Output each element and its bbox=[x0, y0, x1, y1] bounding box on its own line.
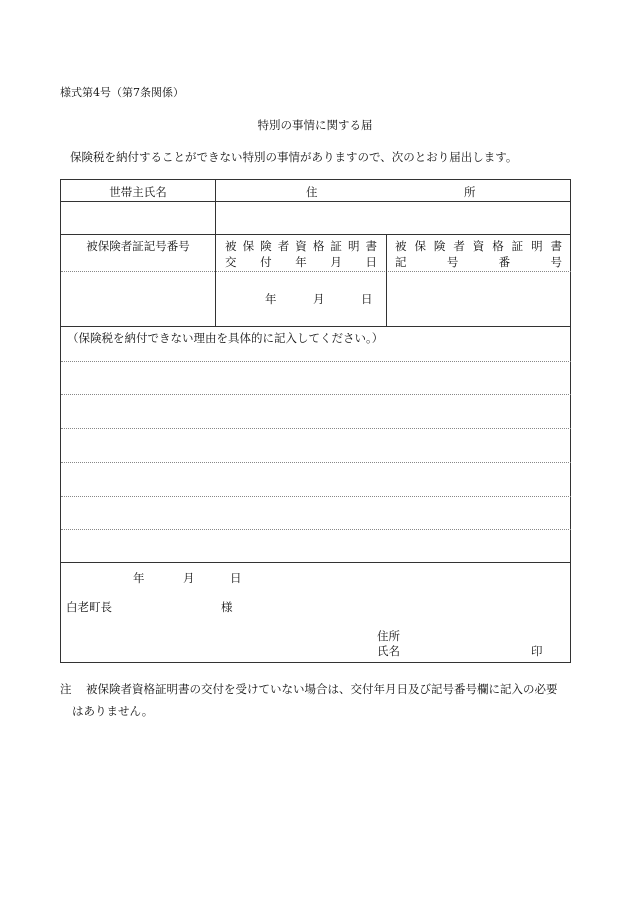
reason-instruction: （保険税を納付できない理由を具体的に記入してください。） bbox=[67, 331, 384, 345]
issue-date-day: 日 bbox=[361, 292, 373, 306]
rule bbox=[61, 234, 571, 235]
cert-number-label-line1: 被 保 険 者 資 格 証 明 書 bbox=[395, 239, 562, 253]
form-table bbox=[60, 179, 571, 663]
note-line-1: 被保険者資格証明書の交付を受けていない場合は、交付年月日及び記号番号欄に記入の必要 bbox=[86, 682, 558, 696]
cert-number-field[interactable] bbox=[387, 272, 571, 326]
form-number: 様式第4号（第7条関係） bbox=[60, 86, 184, 99]
submit-date-year: 年 bbox=[133, 571, 145, 585]
cert-issue-label-line2: 交 付 年 月 日 bbox=[225, 255, 377, 269]
head-name-field[interactable] bbox=[61, 202, 215, 234]
document-title: 特別の事情に関する届 bbox=[257, 118, 373, 132]
seal-mark: 印 bbox=[531, 644, 543, 658]
head-name-label: 世帯主氏名 bbox=[109, 185, 167, 199]
issue-date-month: 月 bbox=[313, 292, 325, 306]
cert-issue-label-line1: 被 保 険 者 資 格 証 明 書 bbox=[225, 239, 377, 253]
intro-text: 保険税を納付することができない特別の事情がありますので、次のとおり届出します。 bbox=[70, 150, 518, 164]
name-label: 氏名 bbox=[377, 644, 400, 658]
note-prefix: 注 bbox=[60, 682, 72, 696]
insured-number-field[interactable] bbox=[61, 272, 215, 326]
submit-date-month: 月 bbox=[183, 571, 195, 585]
note-line-2: はありません。 bbox=[72, 704, 154, 718]
cert-number-label-line2: 記 号 番 号 bbox=[395, 255, 562, 269]
address-label-2: 所 bbox=[464, 185, 476, 199]
submit-date-day: 日 bbox=[230, 571, 242, 585]
issue-date-year: 年 bbox=[265, 292, 277, 306]
address-field[interactable] bbox=[216, 202, 571, 234]
reason-field[interactable] bbox=[61, 346, 571, 561]
address-label: 住所 bbox=[377, 629, 400, 643]
addressee: 白老町長 bbox=[66, 600, 112, 614]
address-label-1: 住 bbox=[306, 185, 318, 199]
rule bbox=[61, 326, 571, 327]
rule bbox=[61, 562, 571, 563]
insured-number-label: 被保険者証記号番号 bbox=[86, 239, 190, 253]
honorific: 様 bbox=[221, 600, 233, 614]
